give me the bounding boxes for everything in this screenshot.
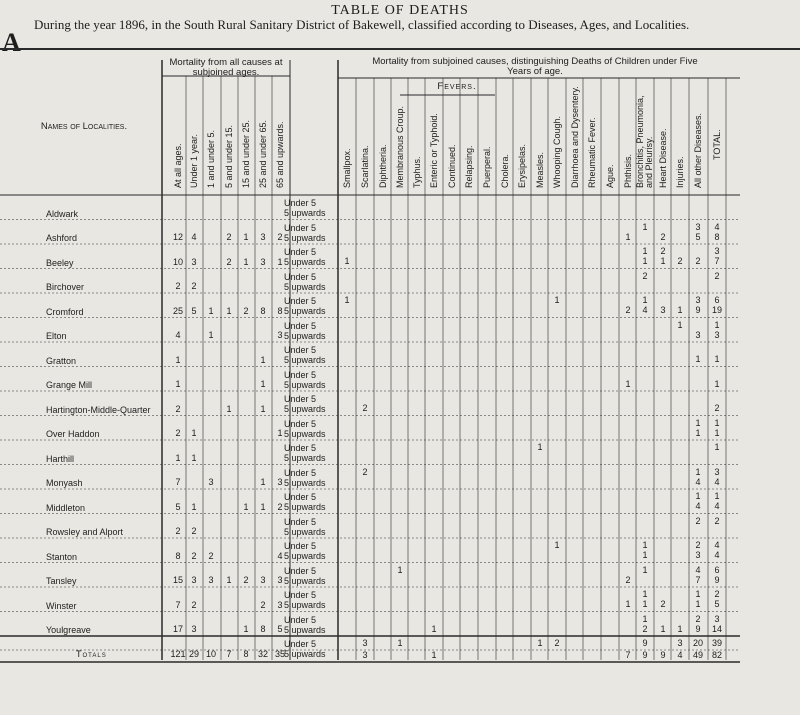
under-5-label: Under 5	[284, 565, 317, 576]
age-count: 7	[175, 477, 181, 487]
upwards-count: 2	[677, 256, 683, 266]
total-under-5-count: 3	[362, 638, 368, 648]
total-upwards-count: 82	[711, 650, 722, 660]
5-upwards-label: 5 upwards	[284, 428, 326, 439]
locality-name: Aldwark	[46, 208, 79, 219]
age-count: 3	[277, 575, 283, 585]
upwards-count: 1	[660, 623, 666, 634]
upwards-count: 2	[625, 305, 631, 315]
age-count: 1	[175, 379, 181, 389]
under-5-label: Under 5	[284, 320, 317, 331]
locality-name: Over Haddon	[46, 429, 100, 439]
age-count: 1	[243, 256, 249, 267]
under-5-count: 1	[537, 442, 543, 452]
cause-column-header: Bronchitis, Pneumonia, and Pleurisy.	[635, 95, 654, 188]
under-5-count: 1	[695, 417, 701, 428]
under-5-count: 2	[714, 515, 720, 526]
page-title: TABLE OF DEATHS	[331, 3, 469, 18]
age-count: 2	[277, 501, 283, 512]
under-5-count: 1	[695, 589, 701, 599]
under-5-label: Under 5	[284, 590, 317, 600]
age-count: 3	[277, 477, 283, 487]
5-upwards-label: 5 upwards	[284, 281, 326, 292]
total-under-5-count: 20	[692, 638, 703, 648]
upwards-count: 19	[711, 305, 722, 315]
under-5-count: 4	[714, 221, 720, 232]
under-5-count: 2	[362, 466, 368, 477]
age-count: 1	[260, 379, 266, 389]
age-count: 1	[191, 501, 197, 512]
age-count: 2	[175, 526, 181, 536]
total-age-count: 35	[274, 649, 285, 659]
upwards-count: 1	[625, 599, 631, 609]
age-count: 3	[277, 599, 283, 610]
upwards-count: 1	[431, 623, 437, 634]
age-split-label	[284, 443, 326, 463]
under-5-count: 3	[695, 295, 701, 305]
age-split-label	[284, 419, 326, 439]
under-5-count: 1	[642, 564, 648, 575]
under-5-label: Under 5	[284, 516, 317, 527]
total-upwards-count: 49	[692, 650, 703, 660]
under-5-count: 2	[714, 589, 720, 599]
locality-name: Stanton	[46, 551, 78, 562]
cause-column-header: All other Diseases.	[693, 112, 703, 188]
5-upwards-label: 5 upwards	[284, 355, 326, 365]
locality-name: Youlgreave	[46, 625, 91, 635]
upwards-count: 7	[695, 574, 701, 585]
age-split-label	[284, 296, 326, 316]
locality-name: Harthill	[46, 453, 75, 464]
age-count: 2	[208, 550, 214, 561]
under-5-count: 1	[642, 589, 648, 599]
upwards-count: 4	[695, 501, 701, 511]
under-5-count: 1	[642, 540, 648, 550]
under-5-count: 4	[695, 564, 701, 575]
under-5-count: 4	[714, 540, 720, 550]
total-age-count: 7	[226, 649, 232, 659]
age-count: 2	[260, 599, 266, 610]
upwards-count: 1	[695, 354, 701, 364]
cause-column-header: Rheumatic Fever.	[587, 117, 597, 188]
locality-name: Ashford	[46, 233, 78, 243]
upwards-count: 2	[660, 599, 666, 609]
under-5-count: 1	[714, 491, 720, 501]
under-5-label: Under 5	[284, 296, 317, 306]
5-upwards-label: 5 upwards	[284, 502, 326, 512]
under-5-label: Under 5	[284, 345, 317, 355]
under-5-count: 1	[642, 221, 648, 232]
age-count: 3	[208, 477, 214, 487]
age-count: 8	[277, 305, 283, 316]
table-marker: A	[2, 28, 21, 57]
age-count: 2	[277, 232, 283, 242]
total-age-count: 29	[188, 649, 199, 659]
total-upwards-count: 9	[660, 650, 666, 660]
under-5-count: 2	[695, 540, 701, 550]
age-count: 8	[260, 624, 266, 634]
5-upwards-label: 5 upwards	[284, 208, 326, 218]
header-group-children: Mortality from subjoined causes, distinguishing Deaths of Children under Five Years of age.	[372, 56, 698, 77]
under-5-count: 3	[714, 466, 720, 477]
age-count: 4	[277, 550, 283, 561]
total-under-5-count: 1	[397, 638, 403, 648]
5-upwards-label: 5 upwards	[284, 624, 326, 635]
upwards-count: 1	[625, 231, 631, 242]
upwards-count: 1	[660, 256, 666, 266]
age-count: 3	[260, 256, 266, 267]
under-5-count: 1	[642, 246, 648, 256]
age-split-label	[284, 345, 326, 365]
age-count: 4	[175, 330, 181, 340]
upwards-count: 1	[695, 599, 701, 609]
locality-name: Elton	[46, 331, 67, 341]
age-split-label	[284, 223, 326, 243]
age-split-label	[284, 517, 326, 537]
under-5-count: 1	[714, 417, 720, 428]
age-count: 15	[172, 575, 183, 585]
upwards-count: 5	[695, 231, 701, 242]
upwards-count: 1	[677, 623, 683, 634]
age-count: 1	[260, 501, 266, 512]
cause-column-header: Diarrhoea and Dysentery.	[570, 86, 580, 188]
age-count: 1	[243, 624, 249, 634]
header-localities: Names of Localities.	[40, 121, 128, 132]
age-count: 17	[172, 624, 183, 634]
under-5-label: Under 5	[284, 614, 317, 625]
age-count: 1	[208, 305, 214, 316]
upwards-count: 4	[714, 550, 720, 560]
age-count: 1	[226, 305, 232, 316]
total-upwards-count: 9	[642, 650, 648, 660]
total-upwards-count: 1	[431, 650, 437, 660]
under-5-count: 3	[714, 613, 720, 624]
age-count: 1	[260, 354, 266, 365]
totals-label: Totals	[76, 649, 107, 659]
under-5-label: Under 5	[284, 418, 317, 429]
age-count: 2	[175, 428, 181, 438]
5-upwards-label: 5 upwards	[284, 551, 326, 561]
age-count: 3	[191, 256, 197, 267]
total-upwards-count: 3	[362, 650, 368, 660]
total-under-5-count: 9	[642, 638, 648, 648]
locality-name: Beeley	[46, 257, 74, 268]
under-5-count: 1	[642, 295, 648, 305]
upwards-count: 2	[660, 231, 666, 242]
locality-name: Middleton	[46, 502, 86, 513]
5-upwards-label: 5 upwards	[284, 404, 326, 414]
upwards-count: 1	[714, 427, 720, 438]
under-5-count: 1	[695, 466, 701, 477]
5-upwards-label: 5 upwards	[284, 649, 326, 659]
upwards-count: 1	[642, 599, 648, 609]
upwards-count: 4	[714, 476, 720, 487]
under-5-label: Under 5	[284, 639, 317, 649]
age-split-label	[284, 566, 326, 586]
age-column-header: At all ages.	[173, 143, 183, 188]
age-count: 2	[191, 526, 197, 536]
under-5-count: 6	[714, 295, 720, 305]
under-5-count: 2	[714, 270, 720, 281]
age-count: 5	[191, 305, 197, 316]
under-5-count: 6	[714, 564, 720, 575]
under-5-count: 1	[642, 613, 648, 624]
5-upwards-label: 5 upwards	[284, 330, 326, 341]
upwards-count: 4	[642, 305, 648, 315]
5-upwards-label: 5 upwards	[284, 453, 326, 463]
age-count: 1	[191, 428, 197, 438]
locality-name: Birchover	[46, 282, 85, 292]
total-age-count: 121	[170, 649, 186, 659]
cause-column-header: Ague.	[605, 164, 615, 188]
upwards-count: 8	[714, 231, 720, 242]
age-count: 3	[277, 330, 283, 340]
cause-column-header: Enteric or Typhoid.	[429, 113, 439, 188]
upwards-count: 1	[714, 354, 720, 364]
under-5-label: Under 5	[284, 467, 317, 478]
under-5-count: 2	[695, 515, 701, 526]
upwards-count: 1	[625, 378, 631, 389]
under-5-label: Under 5	[284, 394, 317, 404]
upwards-count: 1	[714, 378, 720, 389]
cause-column-header: Relapsing.	[464, 145, 474, 188]
cause-column-header: TOTAL.	[712, 129, 722, 160]
age-count: 2	[243, 575, 249, 585]
cause-column-header: Membranous Croup.	[395, 105, 405, 188]
5-upwards-label: 5 upwards	[284, 306, 326, 316]
age-count: 5	[277, 624, 283, 634]
age-count: 1	[175, 452, 181, 463]
age-count: 1	[243, 232, 249, 242]
age-split-label	[284, 468, 326, 488]
age-split-label	[284, 639, 326, 659]
age-count: 1	[175, 354, 181, 365]
age-count: 3	[208, 575, 214, 585]
total-under-5-count: 2	[554, 638, 560, 648]
upwards-count: 9	[695, 623, 701, 634]
upwards-count: 2	[695, 256, 701, 266]
age-count: 10	[172, 256, 183, 267]
age-count: 12	[172, 232, 183, 242]
age-count: 1	[226, 575, 232, 585]
under-5-label: Under 5	[284, 247, 317, 257]
age-split-label	[284, 492, 326, 512]
cause-column-header: Whooping Cough.	[552, 115, 562, 188]
locality-name: Tansley	[46, 576, 77, 586]
cause-column-header: Puerperal.	[482, 146, 492, 188]
age-count: 5	[175, 501, 181, 512]
cause-column-header: Typhus.	[412, 156, 422, 188]
age-count: 2	[226, 232, 232, 242]
age-count: 4	[191, 232, 197, 242]
5-upwards-label: 5 upwards	[284, 526, 326, 537]
under-5-count: 1	[714, 442, 720, 452]
under-5-label: Under 5	[284, 492, 317, 502]
under-5-count: 1	[714, 319, 720, 330]
age-count: 1	[277, 428, 283, 438]
age-count: 1	[277, 256, 283, 267]
locality-name: Hartington-Middle-Quarter	[46, 404, 151, 415]
age-split-label	[284, 321, 326, 341]
cause-column-header: Injuries.	[675, 156, 685, 188]
locality-name: Gratton	[46, 355, 77, 366]
upwards-count: 2	[625, 574, 631, 585]
age-count: 1	[260, 477, 266, 487]
upwards-count: 1	[344, 256, 350, 266]
cause-column-header: Diphtheria.	[378, 144, 388, 188]
under-5-count: 1	[554, 540, 560, 550]
under-5-count: 1	[397, 564, 403, 575]
age-count: 25	[172, 305, 183, 316]
cause-column-header: Smallpox.	[342, 148, 352, 188]
locality-name: Monyash	[46, 478, 83, 488]
cause-column-header: Measles.	[535, 151, 545, 188]
age-count: 8	[260, 305, 266, 316]
cause-column-header: Erysipelas.	[517, 143, 527, 188]
age-column-header: 65 and upwards.	[275, 121, 285, 188]
cause-column-header: Scarlatina.	[360, 145, 370, 188]
age-count: 1	[226, 403, 232, 414]
age-count: 7	[175, 599, 181, 610]
5-upwards-label: 5 upwards	[284, 600, 326, 610]
page-subtitle: During the year 1896, in the South Rural Sanitary District of Bakewell, classified according to Diseases, Ages, and Localities.	[34, 17, 690, 32]
age-count: 2	[175, 281, 181, 291]
age-column-header: 1 and under 5.	[206, 129, 216, 188]
age-split-label	[284, 615, 326, 635]
upwards-count: 3	[714, 329, 720, 340]
cause-column-header: Phthisis.	[623, 153, 633, 188]
age-split-label	[284, 370, 326, 390]
age-count: 2	[243, 305, 249, 316]
locality-name: Grange Mill	[46, 380, 93, 390]
upwards-count: 14	[711, 623, 722, 634]
upwards-count: 3	[695, 329, 701, 340]
locality-name: Winster	[46, 600, 77, 611]
age-count: 3	[260, 232, 266, 242]
under-5-count: 2	[695, 613, 701, 624]
total-age-count: 32	[257, 649, 268, 659]
total-upwards-count: 7	[625, 650, 631, 660]
upwards-count: 1	[695, 427, 701, 438]
age-count: 3	[191, 575, 197, 585]
age-count: 2	[191, 599, 197, 610]
total-under-5-count: 1	[537, 638, 543, 648]
locality-name: Cromford	[46, 306, 84, 317]
upwards-count: 2	[642, 623, 648, 634]
age-count: 2	[191, 281, 197, 291]
upwards-count: 5	[714, 599, 720, 609]
age-count: 2	[175, 403, 181, 414]
age-count: 1	[208, 330, 214, 340]
total-age-count: 8	[243, 649, 249, 659]
under-5-count: 1	[695, 491, 701, 501]
5-upwards-label: 5 upwards	[284, 257, 326, 267]
under-5-count: 1	[344, 295, 350, 305]
locality-name: Rowsley and Alport	[46, 527, 124, 537]
5-upwards-label: 5 upwards	[284, 477, 326, 488]
under-5-label: Under 5	[284, 369, 317, 380]
upwards-count: 4	[714, 501, 720, 511]
age-count: 2	[191, 550, 197, 561]
under-5-label: Under 5	[284, 541, 317, 551]
age-count: 2	[226, 256, 232, 267]
upwards-count: 9	[714, 574, 720, 585]
upwards-count: 3	[660, 305, 666, 315]
age-column-header: 5 and under 15.	[224, 124, 234, 188]
cause-column-header: Cholera.	[500, 153, 510, 188]
upwards-count: 1	[642, 256, 648, 266]
age-split-label	[284, 247, 326, 267]
upwards-count: 1	[642, 550, 648, 560]
under-5-count: 1	[554, 295, 560, 305]
total-under-5-count: 39	[711, 638, 722, 648]
upwards-count: 9	[695, 305, 701, 315]
age-split-label	[284, 541, 326, 561]
age-count: 8	[175, 550, 181, 561]
5-upwards-label: 5 upwards	[284, 575, 326, 586]
header-fevers: Fevers.	[437, 81, 477, 92]
age-count: 3	[191, 624, 197, 634]
under-5-count: 1	[677, 319, 683, 330]
under-5-count: 3	[695, 221, 701, 232]
age-count: 1	[243, 501, 249, 512]
age-column-header: 25 and under 65.	[258, 119, 268, 188]
under-5-count: 2	[660, 246, 666, 256]
under-5-count: 2	[642, 270, 648, 281]
total-under-5-count: 3	[677, 638, 683, 648]
upwards-count: 7	[714, 256, 720, 266]
age-split-label	[284, 394, 326, 414]
5-upwards-label: 5 upwards	[284, 379, 326, 390]
cause-column-header: Heart Disease.	[658, 128, 668, 188]
cause-column-header: Continued.	[447, 144, 457, 188]
age-column-header: 15 and under 25.	[241, 119, 251, 188]
upwards-count: 2	[714, 403, 720, 413]
total-age-count: 10	[205, 649, 216, 659]
age-split-label	[284, 198, 326, 218]
upwards-count: 3	[695, 550, 701, 560]
under-5-label: Under 5	[284, 198, 317, 208]
age-column-header: Under 1 year.	[189, 133, 199, 188]
5-upwards-label: 5 upwards	[284, 232, 326, 243]
age-split-label	[284, 272, 326, 292]
age-count: 1	[191, 452, 197, 463]
under-5-count: 3	[714, 246, 720, 256]
age-count: 3	[260, 575, 266, 585]
under-5-label: Under 5	[284, 271, 317, 282]
upwards-count: 2	[362, 403, 368, 413]
age-count: 1	[260, 403, 266, 414]
under-5-label: Under 5	[284, 443, 317, 453]
upwards-count: 1	[677, 305, 683, 315]
total-upwards-count: 4	[677, 650, 683, 660]
upwards-count: 4	[695, 476, 701, 487]
age-split-label	[284, 590, 326, 610]
header-group-all: Mortality from all causes at subjoined ages.	[169, 57, 283, 78]
under-5-label: Under 5	[284, 222, 317, 233]
